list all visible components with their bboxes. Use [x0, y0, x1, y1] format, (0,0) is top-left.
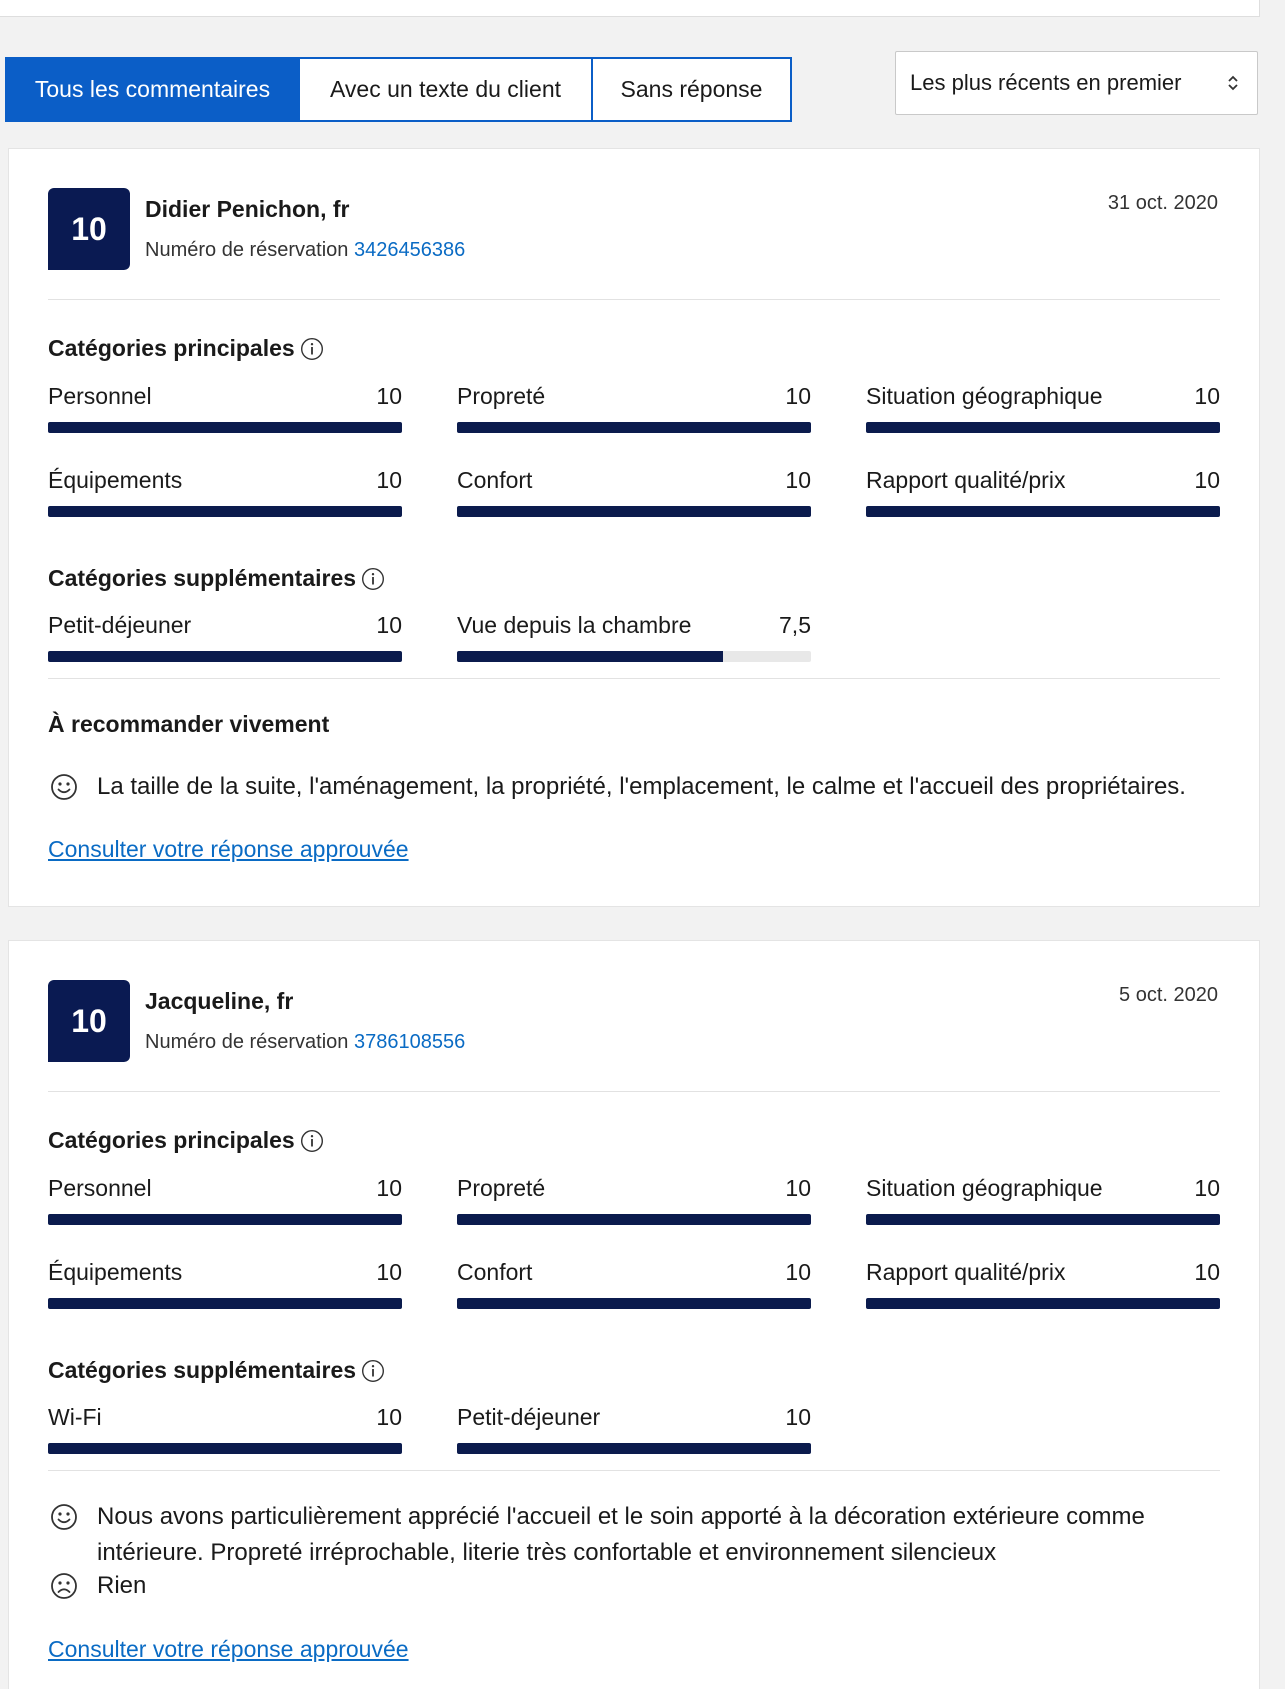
- category-bar: [48, 422, 402, 433]
- category-score: [457, 466, 811, 517]
- category-bar-fill: [866, 1214, 1220, 1225]
- category-bar-fill: [866, 506, 1220, 517]
- review-date: 31 oct. 2020: [1107, 192, 1218, 214]
- top-panel: [0, 0, 1260, 17]
- extra-categories-title: Catégories supplémentaires: [48, 565, 357, 591]
- positive-comment: Nous avons particulièrement apprécié l'accueil et le soin apporté à la décoration extérieure comme intérieure. Propreté irréprochable, literie très confortable et environnement silencieux: [97, 1503, 1145, 1566]
- category-bar-fill: [48, 422, 402, 433]
- category-label: Équipements: [48, 467, 183, 493]
- category-bar: [48, 1298, 402, 1309]
- tab-unanswered[interactable]: Sans réponse: [591, 59, 790, 120]
- category-bar-fill: [866, 422, 1220, 433]
- category-label: Wi-Fi: [48, 1404, 102, 1430]
- category-score: [457, 611, 811, 662]
- category-score: [48, 1403, 402, 1454]
- category-bar: [48, 1443, 402, 1454]
- category-value: 10: [785, 1259, 811, 1285]
- sort-select[interactable]: [895, 51, 1258, 115]
- category-score: [48, 466, 402, 517]
- category-bar-fill: [48, 506, 402, 517]
- category-value: 10: [376, 612, 402, 638]
- main-categories-heading: [48, 334, 324, 362]
- tab-all-reviews[interactable]: Tous les commentaires: [7, 59, 298, 120]
- up-down-chevron-icon: [1226, 73, 1240, 93]
- category-score: [457, 1403, 811, 1454]
- category-value: 10: [785, 383, 811, 409]
- category-bar-fill: [457, 422, 811, 433]
- review-date: 5 oct. 2020: [1119, 984, 1218, 1006]
- category-score: [866, 1174, 1220, 1225]
- category-label: Petit-déjeuner: [457, 1404, 601, 1430]
- extra-categories-heading: [48, 564, 385, 592]
- smile-icon: [50, 773, 78, 801]
- category-bar: [48, 1214, 402, 1225]
- category-value: 10: [376, 467, 402, 493]
- category-value: 10: [785, 1175, 811, 1201]
- category-value: 7,5: [779, 612, 811, 638]
- info-icon[interactable]: [361, 1359, 385, 1383]
- category-bar: [866, 506, 1220, 517]
- category-label: Confort: [457, 1259, 533, 1285]
- main-categories-title: Catégories principales: [48, 335, 295, 361]
- category-score: [48, 1174, 402, 1225]
- category-bar: [866, 1214, 1220, 1225]
- category-bar: [457, 1298, 811, 1309]
- category-label: Propreté: [457, 383, 546, 409]
- divider: [48, 299, 1220, 300]
- review-card: [8, 940, 1260, 1689]
- category-value: 10: [376, 1175, 402, 1201]
- main-categories-title: Catégories principales: [48, 1127, 295, 1153]
- review-headline: À recommander vivement: [48, 711, 330, 737]
- category-label: Rapport qualité/prix: [866, 467, 1066, 493]
- extra-categories-heading: [48, 1356, 385, 1384]
- category-label: Rapport qualité/prix: [866, 1259, 1066, 1285]
- category-bar-fill: [457, 1298, 811, 1309]
- category-bar-fill: [457, 1443, 811, 1454]
- category-score: [866, 382, 1220, 433]
- info-icon[interactable]: [300, 337, 324, 361]
- tab-with-guest-text[interactable]: Avec un texte du client: [298, 59, 591, 120]
- category-score: [866, 1258, 1220, 1309]
- category-bar-fill: [48, 1298, 402, 1309]
- category-value: 10: [1194, 1259, 1220, 1285]
- category-value: 10: [376, 383, 402, 409]
- category-label: Équipements: [48, 1259, 183, 1285]
- category-bar-fill: [48, 651, 402, 662]
- review-card: [8, 148, 1260, 907]
- extra-categories-title: Catégories supplémentaires: [48, 1357, 357, 1383]
- view-approved-response-link[interactable]: Consulter votre réponse approuvée: [48, 836, 409, 862]
- guest-name: Didier Penichon, fr: [145, 196, 350, 222]
- category-bar: [48, 506, 402, 517]
- category-score: [48, 1258, 402, 1309]
- category-label: Confort: [457, 467, 533, 493]
- category-value: 10: [1194, 383, 1220, 409]
- info-icon[interactable]: [361, 567, 385, 591]
- category-value: 10: [1194, 1175, 1220, 1201]
- category-label: Personnel: [48, 383, 152, 409]
- review-score-badge: 10: [48, 188, 130, 270]
- category-score: [48, 611, 402, 662]
- frown-icon: [50, 1572, 78, 1600]
- review-filter-tabs: [5, 57, 792, 122]
- category-label: Situation géographique: [866, 1175, 1103, 1201]
- category-score: [457, 1174, 811, 1225]
- reservation-number-link[interactable]: 3426456386: [354, 239, 466, 261]
- category-label: Situation géographique: [866, 383, 1103, 409]
- reservation-info: [145, 238, 465, 262]
- category-label: Personnel: [48, 1175, 152, 1201]
- category-bar: [457, 506, 811, 517]
- reservation-label: Numéro de réservation: [145, 239, 349, 261]
- category-value: 10: [376, 1404, 402, 1430]
- category-bar: [457, 1443, 811, 1454]
- category-bar: [866, 422, 1220, 433]
- category-score: [866, 466, 1220, 517]
- divider: [48, 678, 1220, 679]
- category-bar-fill: [457, 506, 811, 517]
- category-value: 10: [376, 1259, 402, 1285]
- category-score: [457, 382, 811, 433]
- category-score: [457, 1258, 811, 1309]
- reservation-label: Numéro de réservation: [145, 1031, 349, 1053]
- positive-comment: La taille de la suite, l'aménagement, la propriété, l'emplacement, le calme et l'accueil des propriétaires.: [97, 773, 1186, 800]
- reservation-number-link[interactable]: 3786108556: [354, 1031, 466, 1053]
- sort-selected-value: Les plus récents en premier: [910, 70, 1182, 95]
- divider: [48, 1091, 1220, 1092]
- smile-icon: [50, 1503, 78, 1531]
- category-bar-fill: [457, 1214, 811, 1225]
- main-categories-heading: [48, 1126, 324, 1154]
- negative-comment: Rien: [97, 1572, 147, 1599]
- category-bar-fill: [48, 1214, 402, 1225]
- category-bar-fill: [457, 651, 723, 662]
- category-value: 10: [785, 1404, 811, 1430]
- info-icon[interactable]: [300, 1129, 324, 1153]
- category-score: [48, 382, 402, 433]
- category-bar: [457, 1214, 811, 1225]
- category-bar: [866, 1298, 1220, 1309]
- guest-name: Jacqueline, fr: [145, 988, 294, 1014]
- category-bar: [457, 651, 811, 662]
- category-value: 10: [1194, 467, 1220, 493]
- reservation-info: [145, 1030, 465, 1054]
- category-value: 10: [785, 467, 811, 493]
- category-bar: [48, 651, 402, 662]
- review-score-badge: 10: [48, 980, 130, 1062]
- category-label: Petit-déjeuner: [48, 612, 192, 638]
- category-bar-fill: [48, 1443, 402, 1454]
- view-approved-response-link[interactable]: Consulter votre réponse approuvée: [48, 1636, 409, 1662]
- divider: [48, 1470, 1220, 1471]
- category-label: Propreté: [457, 1175, 546, 1201]
- category-bar: [457, 422, 811, 433]
- category-bar-fill: [866, 1298, 1220, 1309]
- category-label: Vue depuis la chambre: [457, 612, 692, 638]
